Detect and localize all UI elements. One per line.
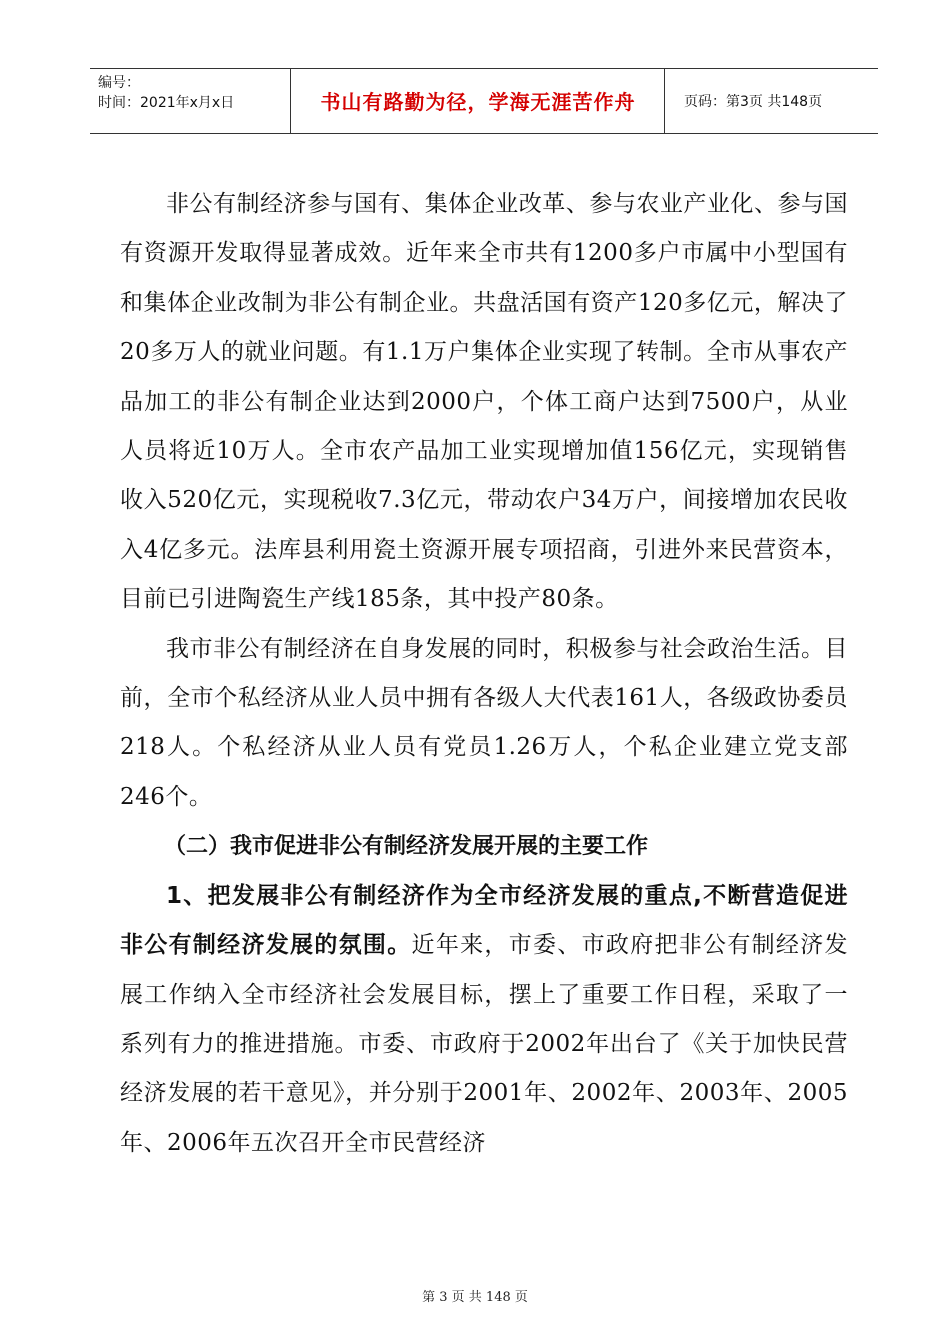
- header-divider-left: [290, 69, 291, 133]
- header-motto: 书山有路勤为径，学海无涯苦作舟: [320, 90, 636, 114]
- paragraph-lead-bold: 1、把发展非公有制经济作为全市经济发展的重点,不断营造促进非公有制经济发展的氛围。: [120, 882, 848, 959]
- paragraph-main-work-text: 近年来，市委、市政府把非公有制经济发展工作纳入全市经济社会发展目标，摆上了重要工作日程，采取了一系列有力的推进措施。市委、市政府于2002年出台了《关于加快民营经济发展的若干意见》，并分别于2001年、2002年、2003年、2005年、2006年五次召开全市民营经济: [120, 932, 849, 1156]
- section-heading: （二）我市促进非公有制经济发展开展的主要工作: [164, 834, 649, 860]
- page-footer: 第 3 页 共 148 页: [422, 1290, 528, 1305]
- paragraph-political-participation: 我市非公有制经济在自身发展的同时，积极参与社会政治生活。目前，全市个私经济从业人员中拥有各级人大代表161人，各级政协委员218人。个私经济从业人员有党员1.26万人，个私企业建立党支部246个。: [120, 635, 848, 810]
- serial-label: 编号：: [98, 75, 140, 91]
- page-info-text: 页码：第3页 共148页: [684, 93, 823, 110]
- document-body: [120, 180, 848, 1168]
- header-meta: [98, 73, 234, 113]
- paragraph-main-work: [120, 872, 848, 1168]
- date-label: 时间：2021年x月x日: [98, 95, 235, 111]
- header-divider-right: [664, 69, 665, 133]
- header-page-info: [674, 69, 878, 132]
- page-header: [90, 68, 878, 134]
- paragraph-reform-results: 非公有制经济参与国有、集体企业改革、参与农业产业化、参与国有资源开发取得显著成效。近年来全市共有1200多户市属中小型国有和集体企业改制为非公有制企业。共盘活国有资产120多亿元，解决了20多万人的就业问题。有1.1万户集体企业实现了转制。全市从事农产品加工的非公有制企业达到2000户，个体工商户达到7500户，从业人员将近10万人。全市农产品加工业实现增加值156亿元，实现销售收入520亿元，实现税收7.3亿元，带动农户34万户，间接增加农民收入4亿多元。法库县利用瓷土资源开展专项招商，引进外来民营资本，目前已引进陶瓷生产线185条，其中投产80条。: [120, 191, 848, 613]
